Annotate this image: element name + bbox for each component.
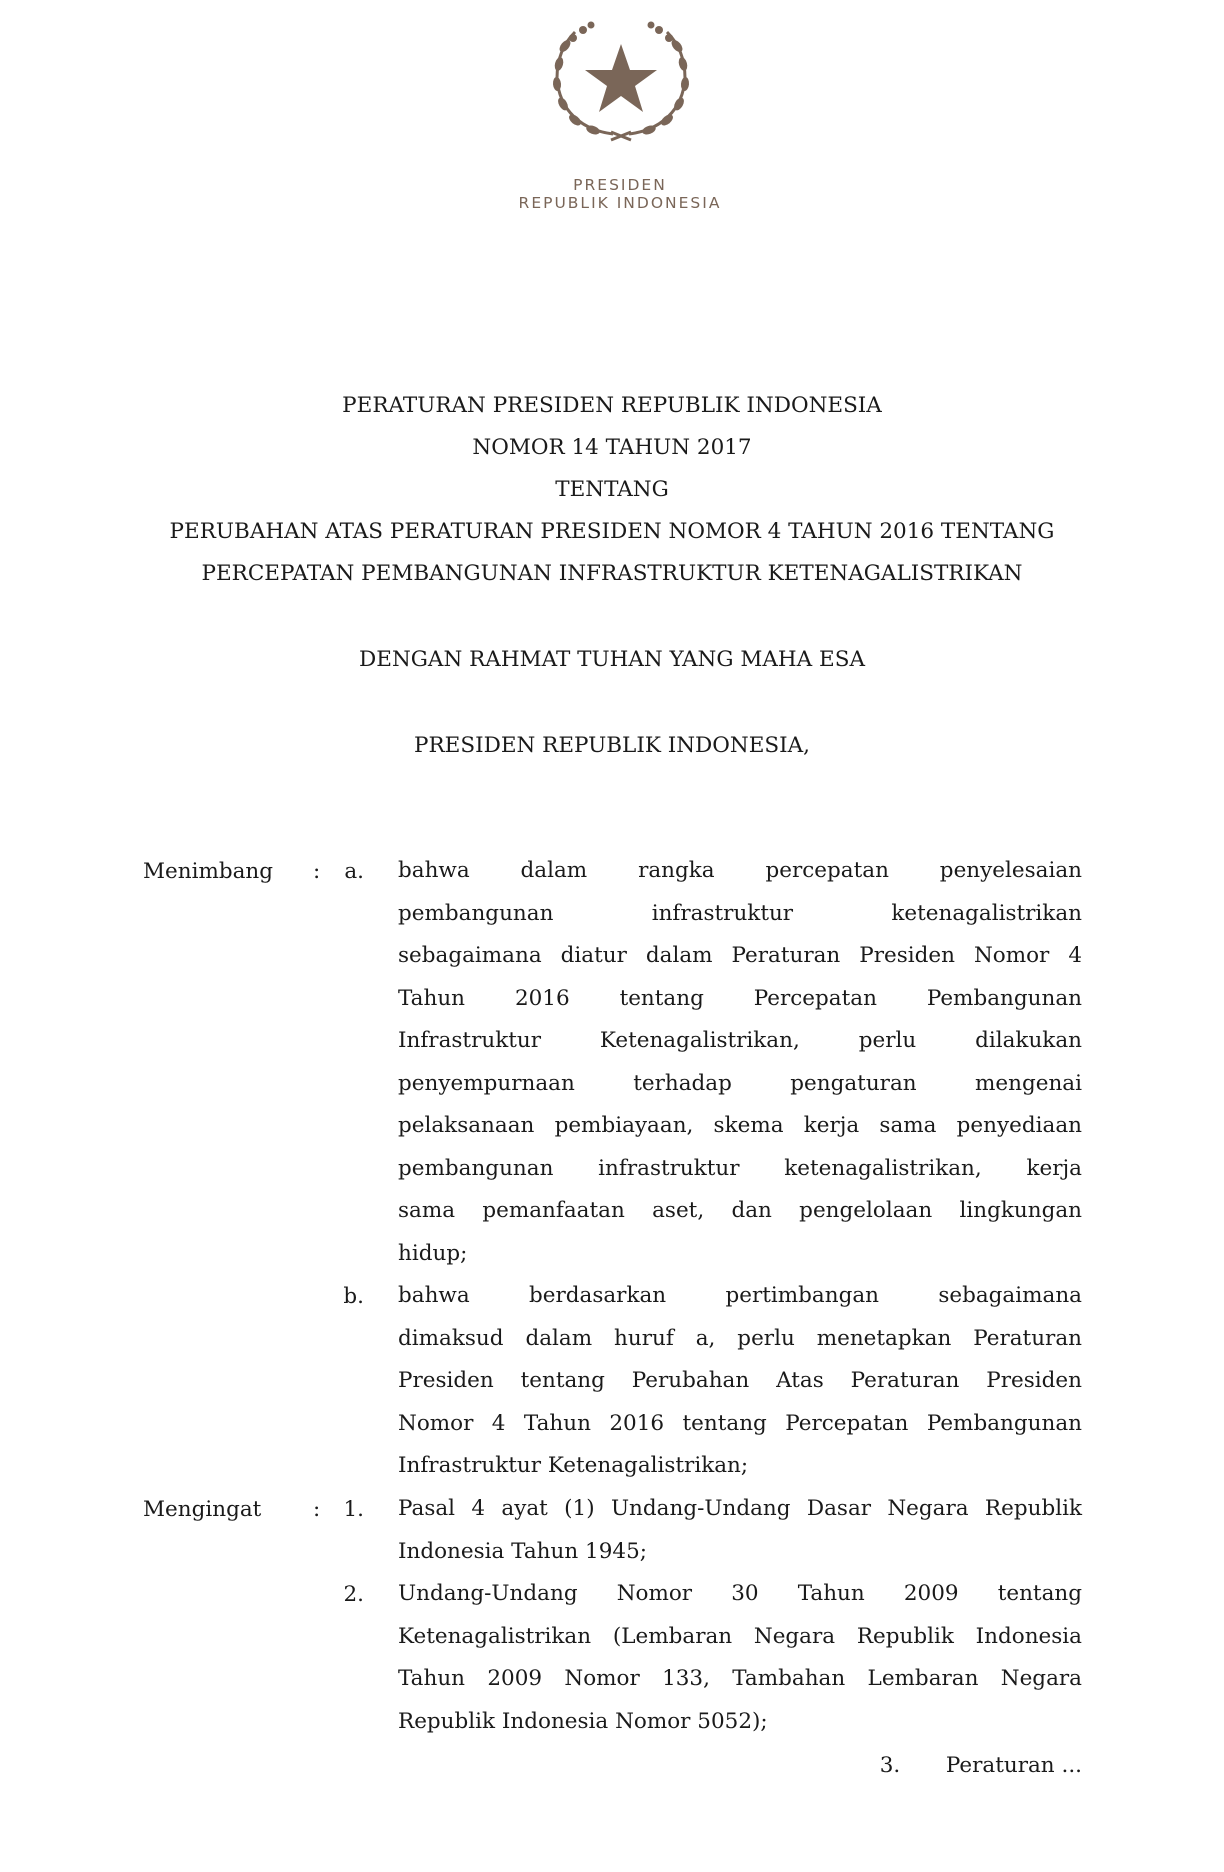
text-line: sama pemanfaatan aset, dan pengelolaan lingkungan xyxy=(398,1198,1082,1223)
text-line: Undang-Undang Nomor 30 Tahun 2009 tentang xyxy=(398,1581,1082,1606)
text-line: Republik Indonesia Nomor 5052); xyxy=(398,1708,768,1734)
title-line4: PERUBAHAN ATAS PERATURAN PRESIDEN NOMOR 4 TAHUN 2016 TENTANG xyxy=(169,519,1055,544)
text-line: Ketenagalistrikan (Lembaran Negara Republik Indonesia xyxy=(398,1623,1082,1649)
continuation-text: Peraturan ... xyxy=(945,1753,1082,1778)
title-line5: PERCEPATAN PEMBANGUNAN INFRASTRUKTUR KETENAGALISTRIKAN xyxy=(201,561,1023,586)
letterhead-line2: REPUBLIK INDONESIA xyxy=(518,194,722,212)
text-line: pelaksanaan pembiayaan, skema kerja sama penyediaan xyxy=(398,1113,1082,1138)
text-line: Infrastruktur Ketenagalistrikan, perlu dilakukan xyxy=(398,1028,1082,1053)
text-line: Tahun 2016 tentang Percepatan Pembangunan xyxy=(398,985,1082,1011)
mengingat-label: Mengingat xyxy=(143,1497,262,1522)
continuation-marker: 3. xyxy=(879,1753,901,1778)
mengingat-marker-2: 2. xyxy=(343,1582,364,1607)
text-line: penyempurnaan terhadap pengaturan mengenai xyxy=(398,1070,1082,1096)
text-line: Indonesia Tahun 1945; xyxy=(398,1538,648,1564)
text-line: pembangunan infrastruktur ketenagalistrikan xyxy=(398,900,1082,926)
text-line: Tahun 2009 Nomor 133, Tambahan Lembaran Negara xyxy=(398,1666,1082,1691)
text-line: dimaksud dalam huruf a, perlu menetapkan Peraturan xyxy=(398,1325,1082,1351)
text-line: sebagaimana diatur dalam Peraturan Presiden Nomor 4 xyxy=(398,943,1082,968)
title-line1: PERATURAN PRESIDEN REPUBLIK INDONESIA xyxy=(342,393,882,418)
page-continuation xyxy=(880,1753,1082,1778)
menimbang-label: Menimbang xyxy=(143,859,274,884)
mengingat-colon: : xyxy=(313,1497,321,1522)
text-line: Presiden tentang Perubahan Atas Peraturan Presiden xyxy=(398,1368,1082,1393)
text-line: Pasal 4 ayat (1) Undang-Undang Dasar Negara Republik xyxy=(398,1496,1082,1521)
menimbang-colon: : xyxy=(313,859,321,884)
menimbang-item-a xyxy=(398,850,1082,1275)
text-line: Nomor 4 Tahun 2016 tentang Percepatan Pembangunan xyxy=(398,1410,1082,1436)
text-line: bahwa berdasarkan pertimbangan sebagaimana xyxy=(398,1283,1082,1308)
presidential-emblem-icon xyxy=(548,14,694,150)
title-line3: TENTANG xyxy=(555,477,669,502)
invocation: DENGAN RAHMAT TUHAN YANG MAHA ESA xyxy=(359,647,865,672)
mengingat-marker-1: 1. xyxy=(343,1497,364,1522)
menimbang-item-b xyxy=(398,1275,1082,1488)
president-heading: PRESIDEN REPUBLIK INDONESIA, xyxy=(414,733,810,758)
letterhead-line1: PRESIDEN xyxy=(573,176,667,194)
title-line2: NOMOR 14 TAHUN 2017 xyxy=(472,435,752,460)
mengingat-item-1 xyxy=(398,1488,1082,1573)
menimbang-marker-b: b. xyxy=(343,1284,364,1309)
letterhead-text xyxy=(470,176,770,212)
menimbang-marker-a: a. xyxy=(344,859,364,884)
text-line: bahwa dalam rangka percepatan penyelesaian xyxy=(398,858,1082,883)
text-line: pembangunan infrastruktur ketenagalistrikan, kerja xyxy=(398,1155,1082,1181)
mengingat-item-2 xyxy=(398,1573,1082,1743)
text-line: hidup; xyxy=(398,1240,468,1266)
text-line: Infrastruktur Ketenagalistrikan; xyxy=(398,1453,749,1478)
